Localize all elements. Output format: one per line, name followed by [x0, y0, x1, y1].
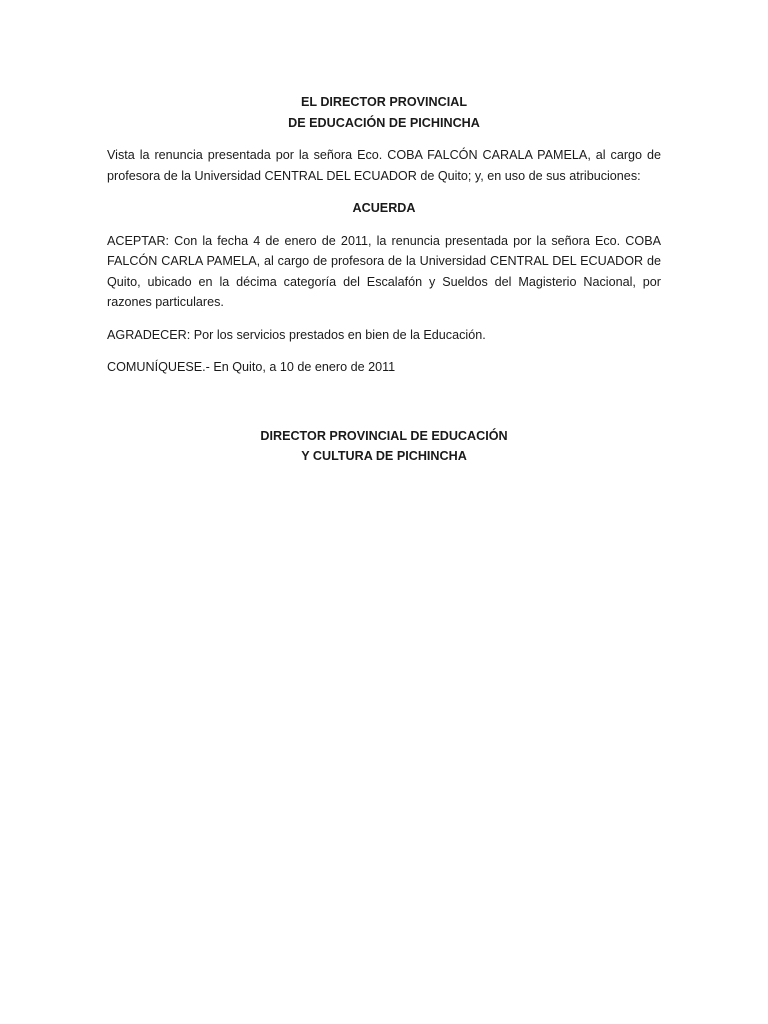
signature-line-2: Y CULTURA DE PICHINCHA: [301, 449, 467, 463]
aceptar-paragraph: [107, 231, 661, 313]
agradecer-paragraph: [107, 325, 661, 346]
intro-paragraph: Vista la renuncia presentada por la señora Eco. COBA FALCÓN CARALA PAMELA, al cargo de profesora de la Universidad CENTRAL DEL ECUADOR de Quito; y, en uso de sus atribuciones:: [107, 148, 661, 183]
aceptar-label: ACEPTAR:: [107, 233, 170, 248]
resolution-title: ACUERDA: [352, 201, 416, 215]
aceptar-text: Con la fecha 4 de enero de 2011, la renuncia presentada por la señora Eco. COBA FALCÓN CARLA PAMELA, al cargo de profesora de la Universidad CENTRAL DEL ECUADOR de Quito, ubicado en la décima categoría del Escalafón y Sueldos del Magisterio Nacional, por razones particulares.: [107, 233, 661, 309]
header-line-2: DE EDUCACIÓN DE PICHINCHA: [288, 115, 480, 130]
document-header: [107, 92, 661, 133]
agradecer-label: AGRADECER:: [107, 327, 191, 342]
signature-block: [107, 426, 661, 467]
signature-line-1: DIRECTOR PROVINCIAL DE EDUCACIÓN: [260, 428, 508, 443]
header-line-1: EL DIRECTOR PROVINCIAL: [300, 95, 468, 109]
agradecer-text: Por los servicios prestados en bien de la Educación.: [190, 327, 486, 342]
comuniquese-paragraph: COMUNÍQUESE.- En Quito, a 10 de enero de 2011: [107, 360, 396, 374]
document-page: [107, 92, 661, 467]
